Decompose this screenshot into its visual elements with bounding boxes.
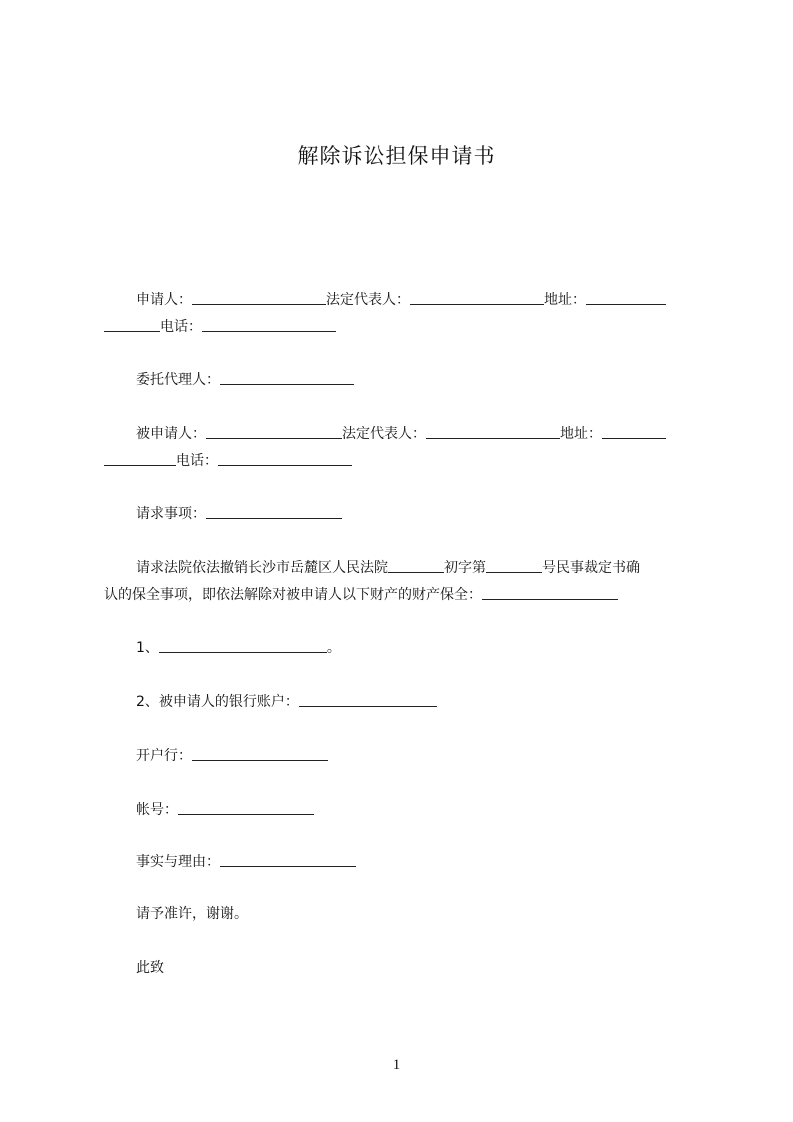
request-body-line-2 [104, 582, 702, 609]
facts-section [104, 849, 702, 876]
account-blank[interactable] [178, 800, 314, 815]
property-preservation-blank[interactable] [482, 585, 618, 600]
facts-label: 事实与理由： [136, 854, 220, 870]
applicant-name-blank[interactable] [192, 290, 326, 305]
item-2-label: 2、被申请人的银行账户： [136, 694, 299, 710]
closing-request-text: 请予准许，谢谢。 [136, 906, 248, 922]
item-1-blank[interactable] [159, 638, 327, 653]
bank-account-blank[interactable] [299, 692, 437, 707]
page-number: 1 [392, 1057, 401, 1073]
applicant-section [104, 287, 702, 341]
respondent-section [104, 421, 702, 475]
applicant-phone-blank[interactable] [202, 317, 336, 332]
request-items-section [104, 501, 702, 528]
respondent-address-blank[interactable] [602, 424, 666, 439]
bank-label: 开户行： [136, 748, 192, 764]
applicant-address-blank[interactable] [586, 290, 666, 305]
item-1-prefix: 1、 [136, 640, 159, 656]
request-items-label: 请求事项： [136, 506, 206, 522]
facts-blank[interactable] [220, 852, 356, 867]
request-body-line2-text: 认的保全事项，即依法解除对被申请人以下财产的财产保全： [104, 587, 482, 603]
salutation-text: 此致 [136, 960, 164, 976]
account-label: 帐号： [136, 802, 178, 818]
agent-label: 委托代理人： [136, 372, 220, 388]
account-section [104, 797, 702, 824]
applicant-legal-rep-label: 法定代表人： [326, 292, 410, 308]
case-number-blank[interactable] [486, 558, 542, 573]
respondent-address-blank-cont[interactable] [104, 451, 176, 466]
applicant-address-label: 地址： [544, 292, 586, 308]
respondent-line-2 [104, 448, 702, 475]
respondent-phone-label: 电话： [176, 453, 218, 469]
court-case-year-blank[interactable] [388, 558, 444, 573]
request-body-part2: 初字第 [444, 560, 486, 576]
agent-blank[interactable] [220, 370, 354, 385]
request-items-blank[interactable] [206, 504, 342, 519]
item-1-section [104, 635, 702, 662]
applicant-line-2 [104, 314, 702, 341]
bank-blank[interactable] [192, 746, 328, 761]
request-body-part3: 号民事裁定书确 [542, 560, 640, 576]
salutation [104, 955, 702, 982]
respondent-legal-rep-label: 法定代表人： [342, 426, 426, 442]
request-body-section [104, 555, 702, 609]
item-1-suffix: 。 [326, 640, 341, 656]
applicant-label: 申请人： [136, 292, 192, 308]
respondent-label: 被申请人： [136, 426, 206, 442]
applicant-address-blank-cont[interactable] [104, 317, 160, 332]
bank-section [104, 743, 702, 770]
respondent-phone-blank[interactable] [218, 451, 352, 466]
applicant-phone-label: 电话： [160, 319, 202, 335]
item-2-section [104, 689, 702, 716]
document-title: 解除诉讼担保申请书 [297, 144, 496, 168]
agent-section [104, 367, 702, 394]
respondent-legal-rep-blank[interactable] [426, 424, 560, 439]
closing-request [104, 901, 702, 928]
applicant-legal-rep-blank[interactable] [410, 290, 544, 305]
request-body-part1: 请求法院依法撤销长沙市岳麓区人民法院 [136, 560, 388, 576]
respondent-name-blank[interactable] [206, 424, 342, 439]
respondent-address-label: 地址： [560, 426, 602, 442]
